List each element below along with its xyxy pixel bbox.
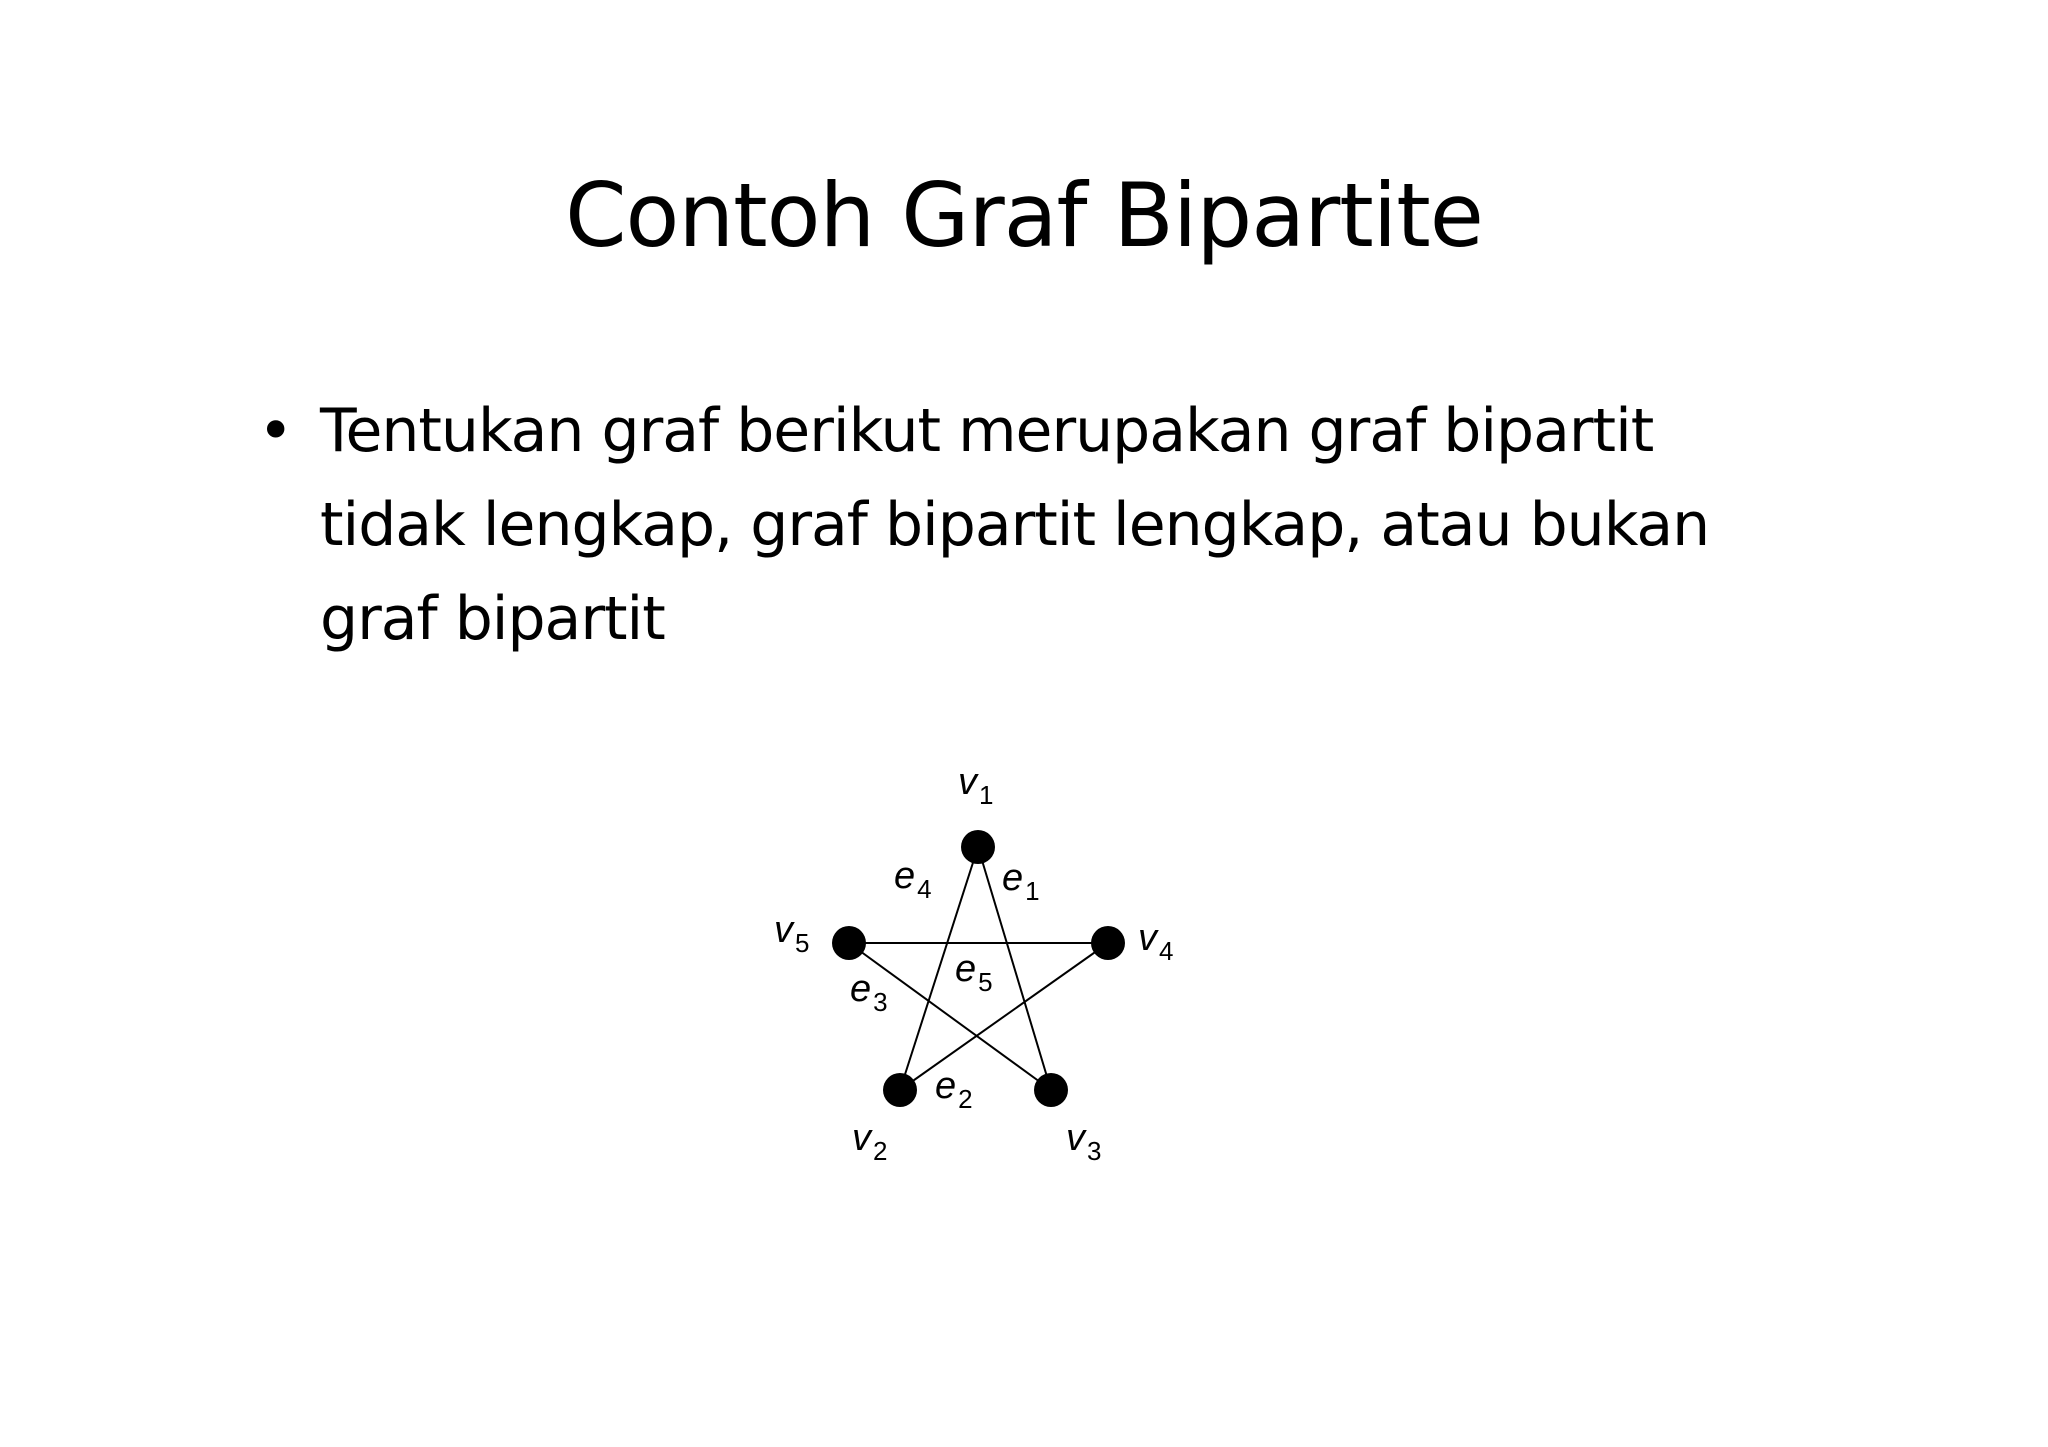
vertex-v4 xyxy=(1091,926,1125,960)
edge-label-e1-subscript: 1 xyxy=(1025,876,1040,906)
vertex-label-v3 xyxy=(1066,1117,1101,1166)
label-layer xyxy=(774,761,1173,1166)
edge-label-e2-subscript: 2 xyxy=(958,1084,973,1114)
edge-label-e5-subscript: 5 xyxy=(978,967,993,997)
vertex-label-v3-letter: v xyxy=(1066,1117,1085,1159)
edge-label-e1-letter: e xyxy=(1002,857,1024,899)
vertex-v1 xyxy=(961,830,995,864)
vertex-label-v2 xyxy=(852,1117,887,1166)
edge-label-e3 xyxy=(850,968,888,1017)
vertex-v5 xyxy=(832,926,866,960)
edge-label-e3-subscript: 3 xyxy=(873,987,888,1017)
vertex-label-v5-letter: v xyxy=(774,909,793,951)
edge-e2 xyxy=(900,943,1108,1090)
bullet-dot-icon: • xyxy=(258,396,293,466)
vertex-label-v1-letter: v xyxy=(958,761,977,803)
vertex-label-v2-letter: v xyxy=(852,1117,871,1159)
vertex-label-v4 xyxy=(1138,917,1173,966)
edge-label-e1 xyxy=(1002,857,1040,906)
vertex-label-v4-letter: v xyxy=(1138,917,1157,959)
vertex-label-v4-subscript: 4 xyxy=(1159,936,1174,966)
edge-label-e2-letter: e xyxy=(935,1065,957,1107)
edge-label-e5 xyxy=(955,948,993,997)
edge-label-e4-letter: e xyxy=(894,855,916,897)
vertex-label-v5 xyxy=(774,909,809,958)
edge-label-e4-subscript: 4 xyxy=(917,874,932,904)
vertex-label-v5-subscript: 5 xyxy=(795,928,810,958)
edge-label-e5-letter: e xyxy=(955,948,977,990)
bullet-text: Tentukan graf berikut merupakan graf bipartit tidak lengkap, graf bipartit lengkap, atau bukan graf bipartit xyxy=(320,396,1710,654)
vertex-label-v2-subscript: 2 xyxy=(873,1136,888,1166)
vertex-label-v3-subscript: 3 xyxy=(1087,1136,1102,1166)
slide-title: Contoh Graf Bipartite xyxy=(565,164,1483,267)
vertex-v3 xyxy=(1034,1073,1068,1107)
edge-label-e4 xyxy=(894,855,932,904)
vertex-label-v1-subscript: 1 xyxy=(979,780,994,810)
edge-label-e2 xyxy=(935,1065,973,1114)
vertex-v2 xyxy=(883,1073,917,1107)
vertex-label-v1 xyxy=(958,761,993,810)
edge-label-e3-letter: e xyxy=(850,968,872,1010)
